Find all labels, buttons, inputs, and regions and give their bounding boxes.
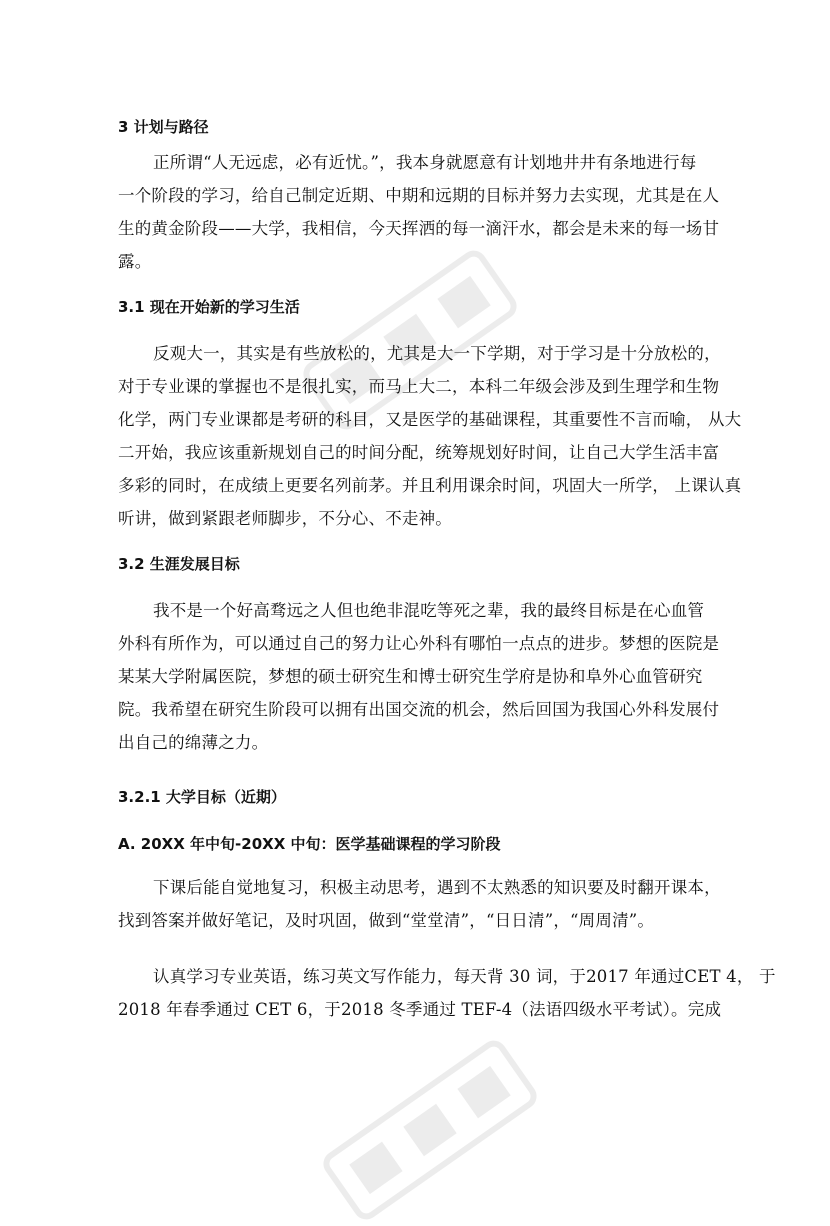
- paragraph-line: 化学，两门专业课都是考研的科目，又是医学的基础课程，其重要性不言而喻， 从大: [118, 410, 742, 429]
- paragraph-line: 多彩的同时，在成绩上更要名列前茅。并且利用课余时间，巩固大一所学， 上课认真: [118, 476, 742, 495]
- paragraph-line: 下课后能自觉地复习，积极主动思考，遇到不太熟悉的知识要及时翻开课本，: [153, 878, 721, 897]
- paragraph-line: 外科有所作为，可以通过自己的努力让心外科有哪怕一点点的进步。梦想的医院是: [118, 634, 720, 653]
- heading-3: 3 计划与路径: [118, 118, 209, 136]
- paragraph-line: 对于专业课的掌握也不是很扎实，而马上大二，本科二年级会涉及到生理学和生物: [118, 377, 720, 396]
- paragraph-line: 我不是一个好高骛远之人但也绝非混吃等死之辈，我的最终目标是在心血管: [153, 601, 705, 620]
- paragraph-line: 二开始，我应该重新规划自己的时间分配，统筹规划好时间，让自己大学生活丰富: [118, 443, 720, 462]
- paragraph-line: 正所谓“人无远虑，必有近忧。”，我本身就愿意有计划地井井有条地进行每: [153, 153, 697, 172]
- heading-3-2: 3.2 生涯发展目标: [118, 555, 240, 573]
- paragraph-line: 出自己的绵薄之力。: [118, 733, 269, 752]
- paragraph-line: 听讲，做到紧跟老师脚步，不分心、不走神。: [118, 509, 452, 528]
- heading-a: A. 20XX 年中旬-20XX 中旬：医学基础课程的学习阶段: [118, 835, 501, 853]
- paragraph-line: 认真学习专业英语，练习英文写作能力，每天背 30 词，于2017 年通过CET 4， 于: [153, 967, 776, 986]
- paragraph-line: 生的黄金阶段——大学，我相信，今天挥洒的每一滴汗水，都会是未来的每一场甘: [118, 219, 720, 238]
- paragraph-line: 找到答案并做好笔记，及时巩固，做到“堂堂清”，“日日清”，“周周清”。: [118, 911, 655, 930]
- paragraph-line: 反观大一，其实是有些放松的，尤其是大一下学期，对于学习是十分放松的，: [153, 344, 721, 363]
- heading-3-1: 3.1 现在开始新的学习生活: [118, 298, 300, 316]
- paragraph-line: 2018 年春季通过 CET 6，于2018 冬季通过 TEF-4（法语四级水平考试）。完成: [118, 1000, 722, 1019]
- paragraph-line: 某某大学附属医院，梦想的硕士研究生和博士研究生学府是协和阜外心血管研究: [118, 667, 703, 686]
- heading-3-2-1: 3.2.1 大学目标（近期）: [118, 788, 286, 806]
- paragraph-line: 一个阶段的学习，给自己制定近期、中期和远期的目标并努力去实现，尤其是在人: [118, 186, 720, 205]
- watermark-icon: [317, 1034, 543, 1226]
- paragraph-line: 露。: [118, 252, 152, 271]
- paragraph-line: 院。我希望在研究生阶段可以拥有出国交流的机会，然后回国为我国心外科发展付: [118, 700, 720, 719]
